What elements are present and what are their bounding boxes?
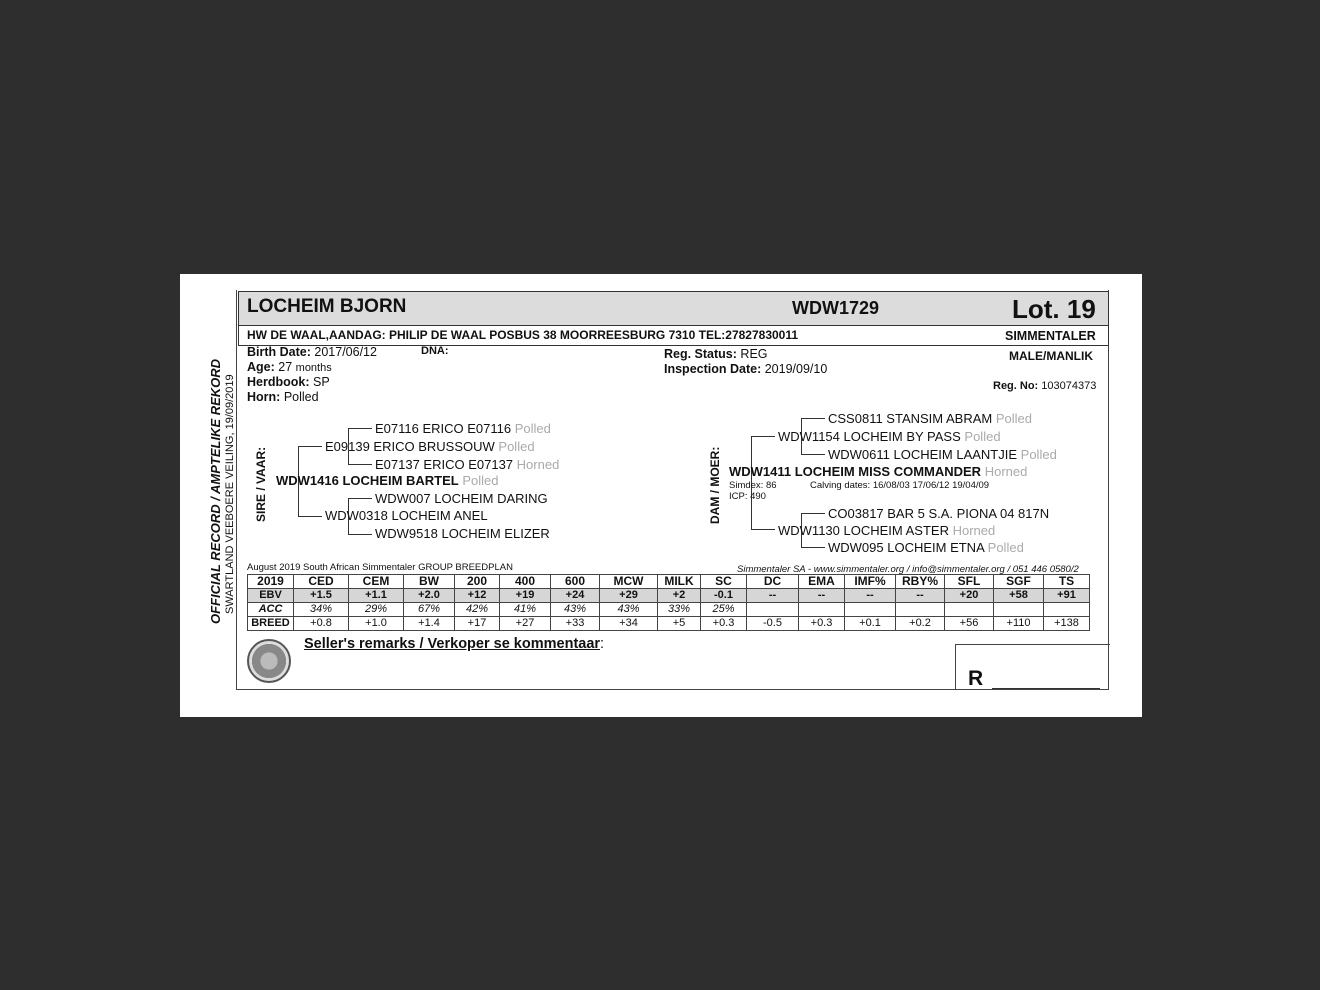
breed-row-cell: +0.3 [799,617,845,631]
reg-status-value: REG [740,347,768,361]
ebv-row-cell: -0.1 [701,589,747,603]
sire-horn: Polled [462,473,499,488]
ebv-row-cell: +24 [551,589,600,603]
acc-row-cell: 43% [600,603,658,617]
acc-row-cell: 25% [701,603,747,617]
sire-name: WDW1416 LOCHEIM BARTEL [276,473,459,488]
price-r-label: R [968,667,984,690]
age [247,360,332,374]
header-row-cell: MCW [600,575,658,589]
horn-value: Polled [283,390,319,404]
price-line [992,688,1100,689]
breed-row-cell: +27 [500,617,551,631]
dam-ggd [828,447,1057,462]
acc-row-cell: 33% [658,603,701,617]
sire-ggs-name: E07116 ERICO E07116 [375,421,512,436]
ebv-row [248,589,1090,603]
dam-gs-name: WDW1154 LOCHEIM BY PASS [778,429,961,444]
header-row-cell: DC [747,575,799,589]
header-row-cell: EMA [799,575,845,589]
breed-row-cell: +17 [455,617,500,631]
ebv-row-cell: -- [845,589,896,603]
dam-ggd-name: WDW0611 LOCHEIM LAANTJIE [828,447,1018,462]
header-row-cell: SGF [994,575,1044,589]
horn [247,390,319,404]
header-row-cell: RBY% [896,575,945,589]
sellers-remarks-colon: : [600,636,605,652]
dam-gdgd-horn: Polled [987,540,1024,555]
breedplan-contact: Simmentaler SA - www.simmentaler.org / info@simmentaler.org / 051 446 0580/2 [737,564,1079,575]
inspection-date-label: Inspection Date: [664,362,762,376]
header-row-cell: BW [404,575,455,589]
reg-number-label: Reg. No: [993,380,1039,392]
header-row-cell: 200 [455,575,500,589]
society-seal-icon [247,639,291,683]
sire-ggd-name: E07137 ERICO E07137 [375,457,514,472]
birth-date-value: 2017/06/12 [314,345,377,359]
sex-label: MALE/MANLIK [1009,349,1093,363]
ebv-row-cell: +19 [500,589,551,603]
ebv-row-cell: EBV [248,589,294,603]
acc-row [248,603,1090,617]
sire-gd: WDW0318 LOCHEIM ANEL [325,508,488,523]
reg-number [993,380,1096,392]
reg-status-label: Reg. Status: [664,347,737,361]
acc-row-cell: 42% [455,603,500,617]
dam-ggd-horn: Polled [1020,447,1057,462]
sire-gdgd: WDW9518 LOCHEIM ELIZER [375,526,550,541]
breed-row-cell: +0.1 [845,617,896,631]
header-row-cell: CED [294,575,349,589]
ebv-row-cell: +2 [658,589,701,603]
breed-row [248,617,1090,631]
header-row-cell: CEM [349,575,404,589]
ebv-row-cell: -- [747,589,799,603]
acc-row-cell: 29% [349,603,404,617]
sire-gs [325,439,535,454]
sire-gdgs: WDW007 LOCHEIM DARING [375,491,548,506]
ebv-row-cell: -- [799,589,845,603]
ebv-row-cell: +1.1 [349,589,404,603]
breed-row-cell: +1.0 [349,617,404,631]
ebv-row-cell: +12 [455,589,500,603]
ebv-row-cell: +1.5 [294,589,349,603]
sire-label: SIRE / VAAR: [254,446,268,522]
ebv-row-cell: +20 [945,589,994,603]
age-value: 27 [278,360,293,374]
breed-row-cell: +110 [994,617,1044,631]
header-row-cell: 400 [500,575,551,589]
sellers-remarks-label: Seller's remarks / Verkoper se kommentaar [304,636,601,652]
official-record-label: OFFICIAL RECORD / AMPTELIKE REKORD [208,358,223,624]
breed-row-cell: -0.5 [747,617,799,631]
sire-gs-horn: Polled [498,439,535,454]
ebv-row-cell: +58 [994,589,1044,603]
breed-row-cell: +0.3 [701,617,747,631]
birth-date-label: Birth Date: [247,345,311,359]
header-row-cell: SFL [945,575,994,589]
header-row-cell: TS [1044,575,1090,589]
age-unit: months [295,362,332,374]
ebv-row-cell: +29 [600,589,658,603]
lot-number: Lot. 19 [1012,294,1096,324]
dam-ggs [828,411,1032,426]
sire-gs-name: E09139 ERICO BRUSSOUW [325,439,495,454]
reg-number-value: 103074373 [1041,380,1097,392]
dam-label: DAM / MOER: [708,446,722,524]
owner-line: HW DE WAAL,AANDAG: PHILIP DE WAAL POSBUS 38 MOORREESBURG 7310 TEL:27827830011 [247,328,799,342]
acc-row-cell: 34% [294,603,349,617]
dam-gs-horn: Polled [964,429,1001,444]
herdbook-value: SP [312,375,330,389]
acc-row-cell [799,603,845,617]
ebv-row-cell: -- [896,589,945,603]
dam-calving: Calving dates: 16/08/03 17/06/12 19/04/09 [810,480,990,491]
dam-gd [778,523,995,538]
dam-gdgd-name: WDW095 LOCHEIM ETNA [828,540,985,555]
dam-icp: ICP: 490 [729,491,766,502]
dam-gdgd [828,540,1024,555]
dam-gs [778,429,1001,444]
dam-ggs-name: CSS0811 STANSIM ABRAM [828,411,993,426]
breed-row-cell: +34 [600,617,658,631]
dam-gd-horn: Horned [952,523,996,538]
dam-simdex: Simdex: 86 [729,480,777,491]
lot-card [180,274,1142,717]
acc-row-cell: 41% [500,603,551,617]
acc-row-cell [994,603,1044,617]
animal-id: WDW1729 [792,298,880,318]
breed-row-cell: +33 [551,617,600,631]
breed-row-cell: +0.8 [294,617,349,631]
inspection-date [664,362,827,376]
reg-status [664,347,768,361]
ebv-row-cell: +2.0 [404,589,455,603]
breed-label: SIMMENTALER [1005,329,1096,343]
inspection-date-value: 2019/09/10 [764,362,828,376]
breed-row-cell: +5 [658,617,701,631]
header-row-cell: MILK [658,575,701,589]
header-row [248,575,1090,589]
sire-ggd [375,457,559,472]
sire-ggs-horn: Polled [514,421,551,436]
acc-row-cell [945,603,994,617]
breed-row-cell: +0.2 [896,617,945,631]
acc-row-cell: ACC [248,603,294,617]
dna-label: DNA: [421,345,449,357]
acc-row-cell [896,603,945,617]
acc-row-cell [1044,603,1090,617]
acc-row-cell: 43% [551,603,600,617]
header-row-cell: SC [701,575,747,589]
sale-name-label: SWARTLAND VEEBOERE VEILING, 19/09/2019 [224,374,236,614]
breed-row-cell: +56 [945,617,994,631]
acc-row-cell [747,603,799,617]
herdbook-label: Herdbook: [247,375,310,389]
horn-label: Horn: [247,390,281,404]
sire-ggd-horn: Horned [516,457,560,472]
header-row-cell: IMF% [845,575,896,589]
sire [276,473,499,488]
dam-horn: Horned [984,464,1028,479]
breedplan-caption: August 2019 South African Simmentaler GROUP BREEDPLAN [247,562,513,573]
breed-row-cell: +1.4 [404,617,455,631]
breedplan-table [247,574,1090,631]
header-row-cell: 600 [551,575,600,589]
sellers-remarks [304,636,604,652]
dam-ggs-horn: Polled [995,411,1033,426]
age-label: Age: [247,360,275,374]
animal-name: LOCHEIM BJORN [247,296,407,317]
dam-gd-name: WDW1130 LOCHEIM ASTER [778,523,949,538]
dam-name: WDW1411 LOCHEIM MISS COMMANDER [729,464,982,479]
birth-date [247,345,377,359]
herdbook [247,375,330,389]
dam-gdgs: CO03817 BAR 5 S.A. PIONA 04 817N [828,506,1050,521]
header-row-cell: 2019 [248,575,294,589]
ebv-row-cell: +91 [1044,589,1090,603]
breed-row-cell: BREED [248,617,294,631]
dam [729,464,1027,479]
acc-row-cell [845,603,896,617]
sire-ggs [375,421,551,436]
breed-row-cell: +138 [1044,617,1090,631]
acc-row-cell: 67% [404,603,455,617]
